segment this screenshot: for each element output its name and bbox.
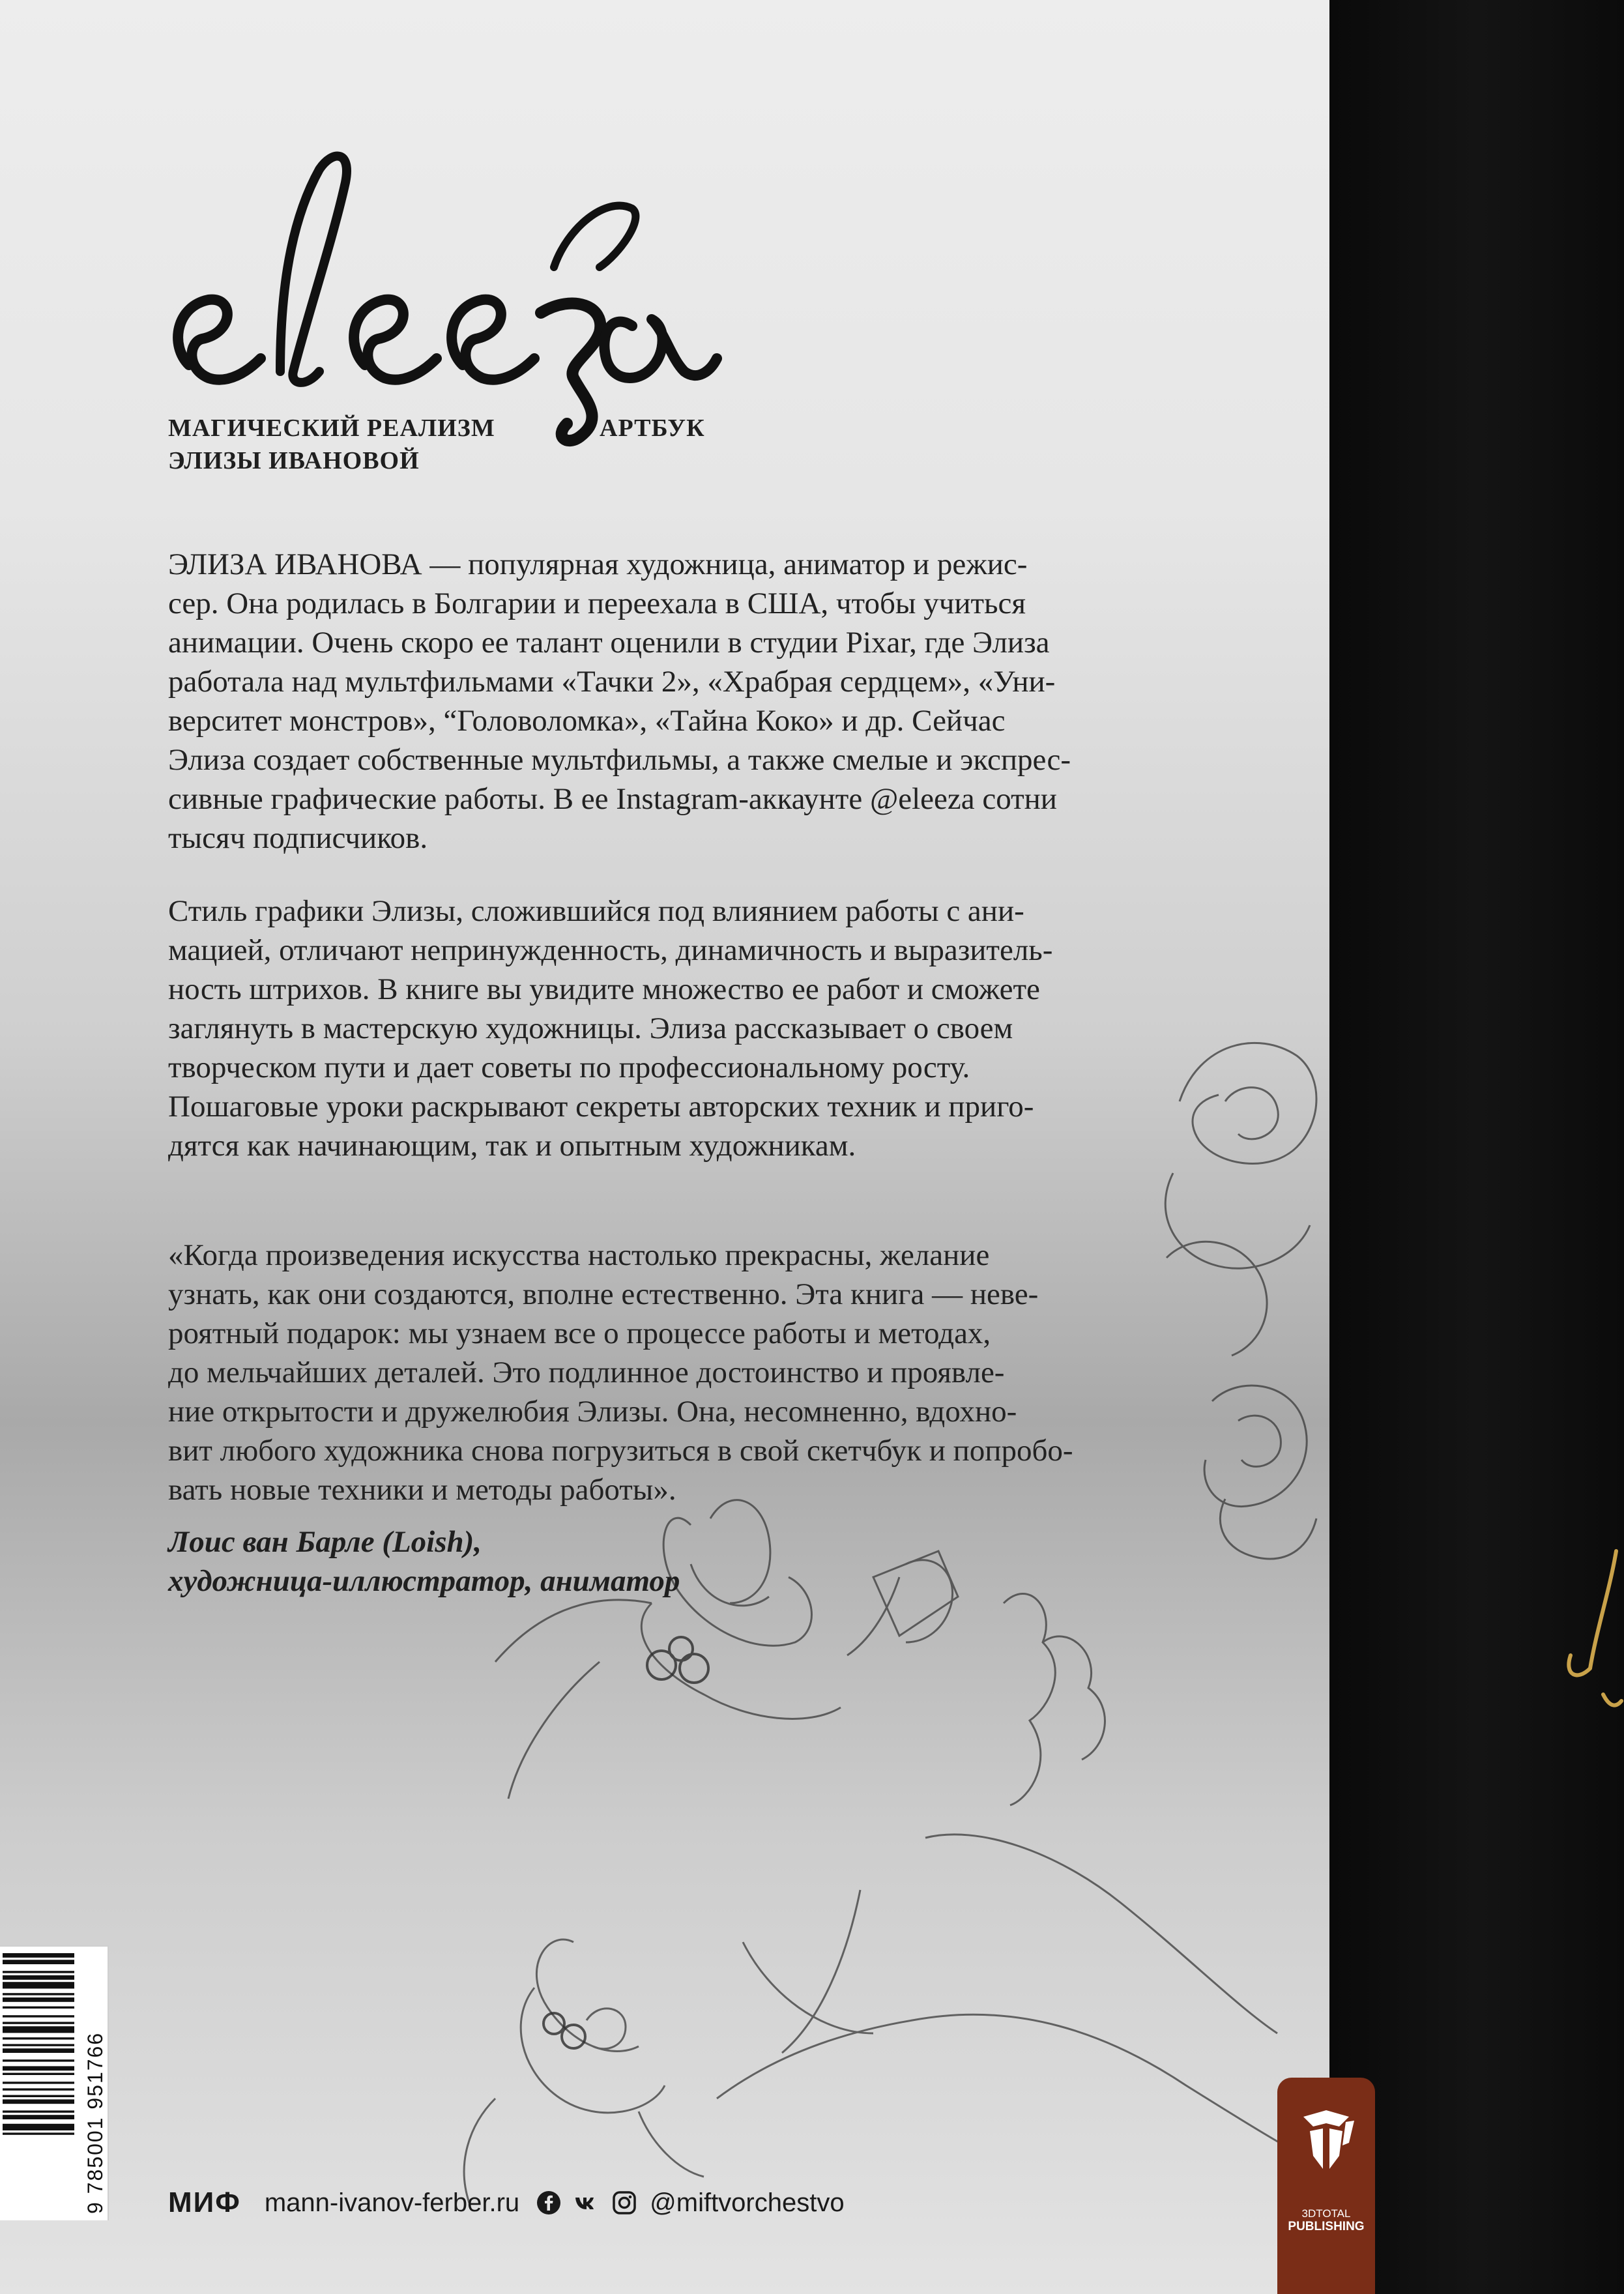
text-line: ЭЛИЗА ИВАНОВА — популярная художница, аниматор и режис- — [168, 547, 1028, 581]
attribution-role: художница-иллюстратор, аниматор — [168, 1564, 680, 1598]
testimonial-quote — [168, 1236, 1073, 1509]
barcode-digits: 9 785001 951766 — [83, 2031, 107, 2214]
barcode-bar — [3, 2099, 74, 2104]
eleeza-logo — [150, 111, 736, 450]
barcode-bar — [3, 1960, 74, 1964]
barcode-bar — [3, 2066, 74, 2070]
text-line: ние открытости и дружелюбия Элизы. Она, несомненно, вдохно- — [168, 1395, 1017, 1429]
barcode-bar — [3, 2110, 74, 2112]
text-line: вать новые техники и методы работы». — [168, 1473, 676, 1507]
barcode-bar — [3, 2088, 74, 2090]
text-line: работала над мультфильмами «Тачки 2», «Храбрая сердцем», «Уни- — [168, 665, 1056, 699]
barcode-bar — [3, 2095, 74, 2097]
author-bio-paragraph — [168, 545, 1071, 858]
instagram-icon[interactable] — [612, 2190, 637, 2215]
barcode-bar — [3, 2082, 74, 2083]
barcode-bar — [3, 1975, 74, 1980]
text-line: ность штрихов. В книге вы увидите множество ее работ и сможете — [168, 972, 1040, 1006]
subtitle-artbook: АРТБУК — [600, 414, 705, 442]
barcode-bar — [3, 1993, 74, 1995]
barcode-bar — [3, 2073, 74, 2075]
attribution-name: Лоис ван Барле (Loish), — [168, 1525, 482, 1559]
barcode-bar — [3, 2059, 74, 2061]
facebook-icon[interactable] — [536, 2190, 561, 2215]
text-line: творческом пути и дает советы по профессиональному росту. — [168, 1051, 970, 1084]
barcode-bar — [3, 2115, 74, 2119]
publisher-name — [1277, 2208, 1375, 2234]
social-handle[interactable]: @miftvorchestvo — [650, 2188, 845, 2217]
publisher-name-line-1: 3DTOTAL — [1301, 2207, 1351, 2220]
barcode-bars — [3, 1953, 74, 2214]
barcode-bar — [3, 1953, 74, 1958]
3dtotal-publishing-badge — [1277, 2078, 1375, 2294]
text-line: сер. Она родилась в Болгарии и переехала в США, чтобы учиться — [168, 587, 1026, 620]
barcode-bar — [3, 2015, 74, 2017]
text-line: «Когда произведения искусства настолько прекрасны, желание — [168, 1238, 990, 1272]
barcode-bar — [3, 2132, 74, 2134]
text-line: Пошаговые уроки раскрывают секреты авторских техник и приго- — [168, 1090, 1034, 1124]
vk-icon[interactable] — [574, 2190, 599, 2215]
text-line: тысяч подписчиков. — [168, 821, 428, 855]
text-line: вит любого художника снова погрузиться в свой скетчбук и попробо- — [168, 1434, 1073, 1468]
text-line: Элиза создает собственные мультфильмы, а также смелые и экспрес- — [168, 743, 1071, 777]
book-spine — [1329, 0, 1624, 2294]
website-link[interactable]: mann-ivanov-ferber.ru — [264, 2188, 520, 2217]
barcode-bar — [3, 2037, 74, 2039]
barcode-bar — [3, 2124, 74, 2130]
text-line: верситет монстров», “Головоломка», «Тайна Коко» и др. Сейчас — [168, 704, 1006, 738]
text-line: Стиль графики Элизы, сложившийся под влиянием работы с ани- — [168, 894, 1024, 928]
barcode-bar — [3, 2007, 74, 2009]
publisher-logo: МИФ — [168, 2186, 241, 2218]
barcode-bar — [3, 2022, 74, 2024]
text-line: мацией, отличают непринужденность, динамичность и выразитель- — [168, 933, 1053, 967]
text-line: узнать, как они создаются, вполне естественно. Эта книга — неве- — [168, 1277, 1039, 1311]
spine-gold-lettering — [1329, 0, 1624, 2294]
subtitle-line-2: ЭЛИЗЫ ИВАНОВОЙ — [168, 447, 420, 474]
barcode-bar — [3, 1982, 74, 1988]
text-line: анимации. Очень скоро ее талант оценили в студии Pixar, где Элиза — [168, 626, 1050, 660]
text-line: заглянуть в мастерскую художницы. Элиза рассказывает о своем — [168, 1011, 1013, 1045]
book-description-paragraph — [168, 892, 1052, 1165]
barcode-bar — [3, 2048, 74, 2053]
subtitle-line-1: МАГИЧЕСКИЙ РЕАЛИЗМ — [168, 414, 495, 442]
barcode-bar — [3, 1997, 74, 2002]
isbn-barcode — [0, 1945, 109, 2220]
publisher-name-line-2: PUBLISHING — [1288, 2219, 1365, 2233]
barcode-bar — [3, 1971, 74, 1973]
quote-attribution — [168, 1522, 680, 1601]
3dtotal-logo-icon — [1277, 2078, 1375, 2208]
text-line: до мельчайших деталей. Это подлинное достоинство и проявле- — [168, 1356, 1005, 1389]
text-line: сивные графические работы. В ее Instagram-аккаунте @eleeza сотни — [168, 782, 1057, 816]
barcode-bar — [3, 2044, 74, 2046]
barcode-bar — [3, 2026, 74, 2033]
footer — [168, 2183, 845, 2222]
text-line: роятный подарок: мы узнаем все о процессе работы и методах, — [168, 1316, 991, 1350]
text-line: дятся как начинающим, так и опытным художникам. — [168, 1129, 856, 1163]
